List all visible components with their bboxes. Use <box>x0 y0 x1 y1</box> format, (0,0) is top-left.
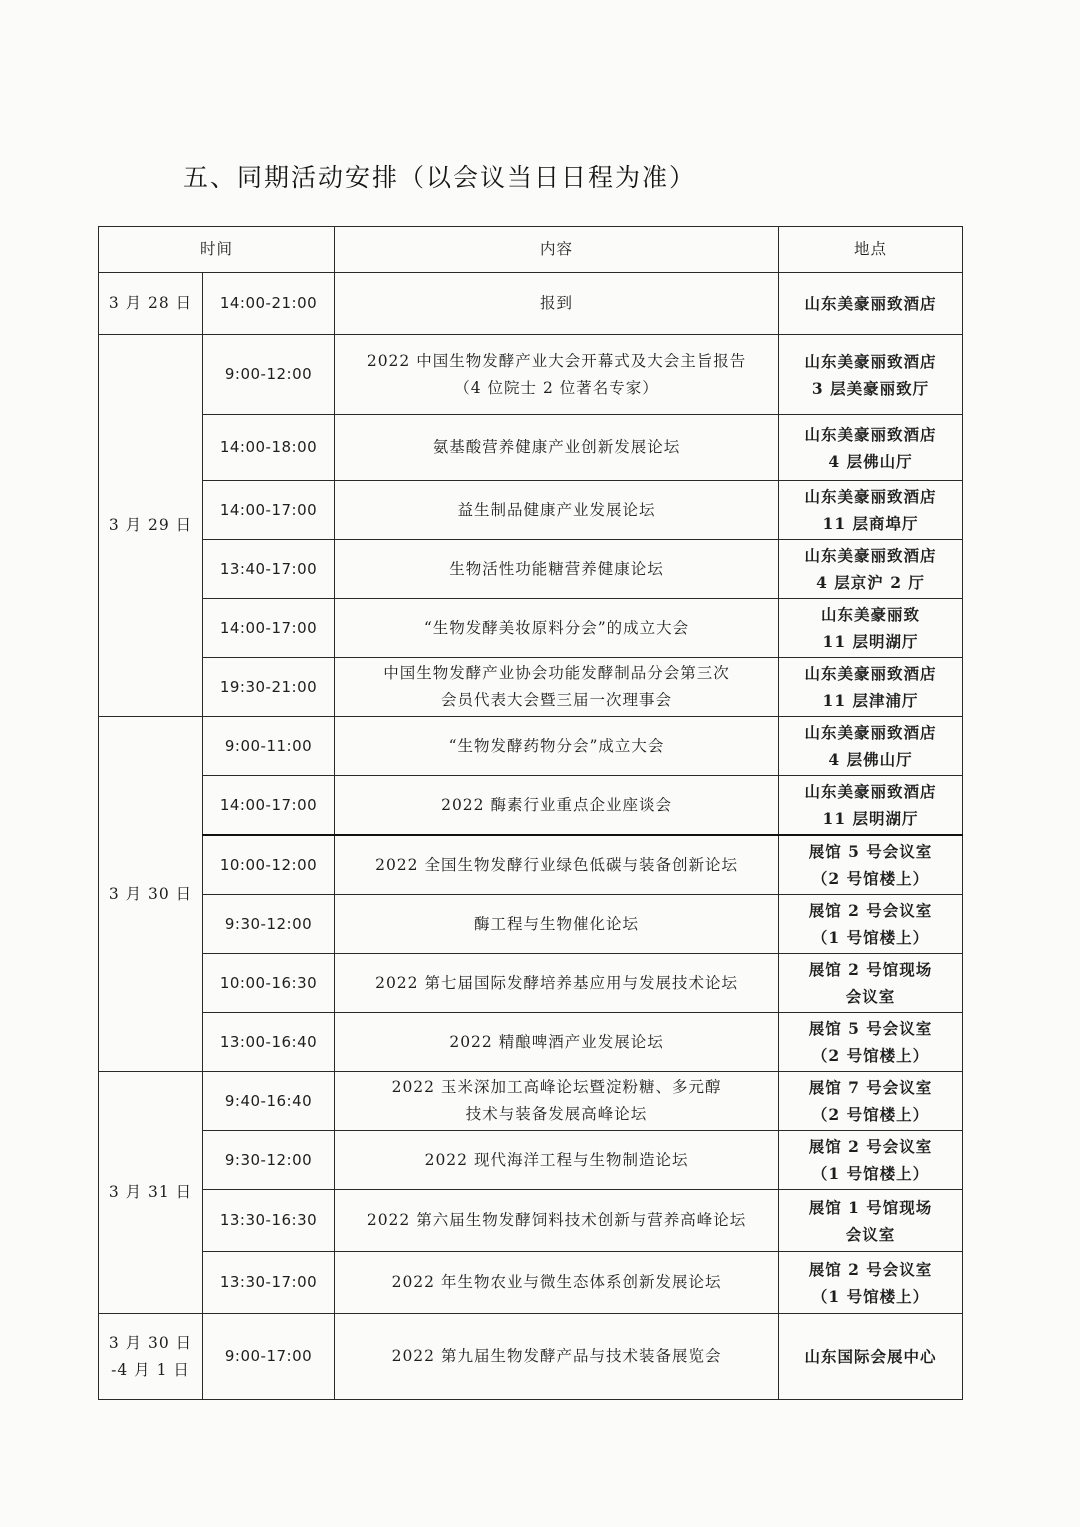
location-cell: 展馆 5 号会议室 （2 号馆楼上） <box>779 835 963 895</box>
table-row <box>99 717 963 776</box>
header-time: 时间 <box>99 227 335 273</box>
time-cell: 9:00-11:00 <box>203 717 335 776</box>
location-cell: 展馆 2 号会议室 （1 号馆楼上） <box>779 895 963 954</box>
time-cell: 13:40-17:00 <box>203 540 335 599</box>
content-cell: 2022 玉米深加工高峰论坛暨淀粉糖、多元醇 技术与装备发展高峰论坛 <box>335 1072 779 1131</box>
header-content: 内容 <box>335 227 779 273</box>
time-cell: 14:00-21:00 <box>203 273 335 335</box>
location-cell: 展馆 2 号会议室 （1 号馆楼上） <box>779 1131 963 1190</box>
table-row <box>99 1190 963 1252</box>
content-cell: 中国生物发酵产业协会功能发酵制品分会第三次 会员代表大会暨三届一次理事会 <box>335 658 779 717</box>
location-cell: 山东美豪丽致酒店 <box>779 273 963 335</box>
time-cell: 9:00-12:00 <box>203 335 335 415</box>
table-row <box>99 1131 963 1190</box>
time-cell: 13:00-16:40 <box>203 1013 335 1072</box>
table-row <box>99 481 963 540</box>
time-cell: 9:40-16:40 <box>203 1072 335 1131</box>
table-row <box>99 1252 963 1314</box>
time-cell: 14:00-18:00 <box>203 415 335 481</box>
content-cell: 2022 中国生物发酵产业大会开幕式及大会主旨报告 （4 位院士 2 位著名专家） <box>335 335 779 415</box>
table-row <box>99 1314 963 1400</box>
table-row <box>99 599 963 658</box>
content-cell: 2022 第七届国际发酵培养基应用与发展技术论坛 <box>335 954 779 1013</box>
content-cell: 益生制品健康产业发展论坛 <box>335 481 779 540</box>
date-cell: 3 月 31 日 <box>99 1072 203 1314</box>
schedule-table <box>98 226 963 1400</box>
date-cell: 3 月 30 日 <box>99 717 203 1072</box>
content-cell: “生物发酵药物分会”成立大会 <box>335 717 779 776</box>
table-header-row <box>99 227 963 273</box>
content-cell: 氨基酸营养健康产业创新发展论坛 <box>335 415 779 481</box>
table-row <box>99 540 963 599</box>
content-cell: 生物活性功能糖营养健康论坛 <box>335 540 779 599</box>
location-cell: 展馆 1 号馆现场 会议室 <box>779 1190 963 1252</box>
date-cell: 3 月 30 日 -4 月 1 日 <box>99 1314 203 1400</box>
table-row <box>99 415 963 481</box>
location-cell: 山东美豪丽致酒店 4 层佛山厅 <box>779 717 963 776</box>
content-cell: 2022 酶素行业重点企业座谈会 <box>335 776 779 836</box>
date-cell: 3 月 29 日 <box>99 335 203 717</box>
content-cell: 酶工程与生物催化论坛 <box>335 895 779 954</box>
time-cell: 14:00-17:00 <box>203 599 335 658</box>
location-cell: 山东美豪丽致酒店 11 层明湖厅 <box>779 776 963 836</box>
time-cell: 19:30-21:00 <box>203 658 335 717</box>
header-location: 地点 <box>779 227 963 273</box>
time-cell: 9:30-12:00 <box>203 895 335 954</box>
content-cell: 2022 现代海洋工程与生物制造论坛 <box>335 1131 779 1190</box>
table-row <box>99 835 963 895</box>
time-cell: 13:30-16:30 <box>203 1190 335 1252</box>
location-cell: 山东美豪丽致 11 层明湖厅 <box>779 599 963 658</box>
location-cell: 山东美豪丽致酒店 3 层美豪丽致厅 <box>779 335 963 415</box>
schedule-body <box>99 273 963 1400</box>
location-cell: 展馆 5 号会议室 （2 号馆楼上） <box>779 1013 963 1072</box>
table-row <box>99 895 963 954</box>
table-row <box>99 335 963 415</box>
location-cell: 山东国际会展中心 <box>779 1314 963 1400</box>
location-cell: 山东美豪丽致酒店 4 层京沪 2 厅 <box>779 540 963 599</box>
page-title: 五、同期活动安排（以会议当日日程为准） <box>183 163 697 192</box>
time-cell: 13:30-17:00 <box>203 1252 335 1314</box>
table-row <box>99 954 963 1013</box>
content-cell: 2022 第九届生物发酵产品与技术装备展览会 <box>335 1314 779 1400</box>
time-cell: 9:30-12:00 <box>203 1131 335 1190</box>
time-cell: 10:00-12:00 <box>203 835 335 895</box>
table-row <box>99 1013 963 1072</box>
content-cell: 报到 <box>335 273 779 335</box>
table-row <box>99 273 963 335</box>
table-row <box>99 776 963 836</box>
time-cell: 10:00-16:30 <box>203 954 335 1013</box>
time-cell: 9:00-17:00 <box>203 1314 335 1400</box>
location-cell: 山东美豪丽致酒店 11 层商埠厅 <box>779 481 963 540</box>
content-cell: 2022 精酿啤酒产业发展论坛 <box>335 1013 779 1072</box>
table-row <box>99 1072 963 1131</box>
table-row <box>99 658 963 717</box>
date-cell: 3 月 28 日 <box>99 273 203 335</box>
content-cell: 2022 全国生物发酵行业绿色低碳与装备创新论坛 <box>335 835 779 895</box>
location-cell: 展馆 2 号会议室 （1 号馆楼上） <box>779 1252 963 1314</box>
content-cell: 2022 第六届生物发酵饲料技术创新与营养高峰论坛 <box>335 1190 779 1252</box>
location-cell: 山东美豪丽致酒店 11 层津浦厅 <box>779 658 963 717</box>
location-cell: 展馆 7 号会议室 （2 号馆楼上） <box>779 1072 963 1131</box>
location-cell: 山东美豪丽致酒店 4 层佛山厅 <box>779 415 963 481</box>
content-cell: 2022 年生物农业与微生态体系创新发展论坛 <box>335 1252 779 1314</box>
location-cell: 展馆 2 号馆现场 会议室 <box>779 954 963 1013</box>
content-cell: “生物发酵美妆原料分会”的成立大会 <box>335 599 779 658</box>
time-cell: 14:00-17:00 <box>203 481 335 540</box>
time-cell: 14:00-17:00 <box>203 776 335 836</box>
